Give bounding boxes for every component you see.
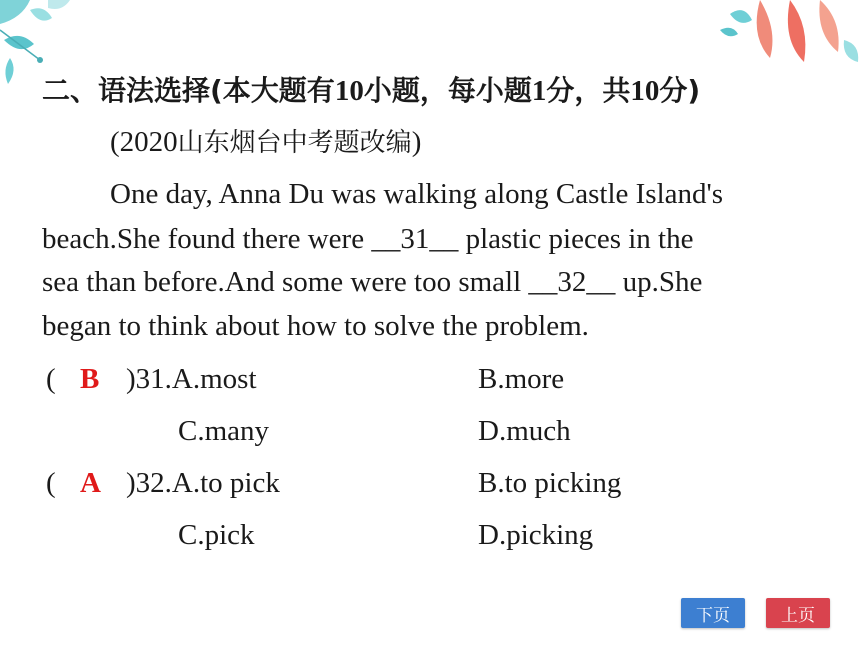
q31-option-b: B.more (478, 363, 565, 395)
source-text: 山东烟台中考题改编 (177, 128, 412, 158)
source-note (110, 128, 421, 157)
q32-answer: A (80, 467, 101, 499)
source-close: ) (411, 126, 422, 158)
next-page-button[interactable]: 下页 (681, 598, 745, 628)
title-number-1: 10 (334, 75, 364, 107)
passage-line-4: began to think about how to solve the problem. (42, 310, 589, 342)
q31-option-a: )31.A.most (126, 363, 257, 395)
passage-line-2: beach.She found there were __31__ plastic pieces in the (42, 223, 694, 255)
title-text-4: 分) (659, 74, 701, 107)
q32-option-c: C.pick (178, 519, 255, 551)
q31-option-c: C.many (178, 415, 270, 447)
q32-paren: ( (46, 467, 56, 499)
title-text-3: 分，共 (546, 74, 631, 107)
q32-option-b: B.to picking (478, 467, 622, 499)
q32-option-d: D.picking (478, 519, 594, 551)
previous-page-button[interactable]: 上页 (766, 598, 830, 628)
title-number-3: 10 (630, 75, 660, 107)
q31-paren: ( (46, 363, 56, 395)
title-text-1: 二、语法选择(本大题有 (42, 74, 335, 107)
title-text-2: 小题，每小题 (363, 74, 532, 107)
q31-option-d: D.much (478, 415, 571, 447)
source-open: (2020 (110, 126, 178, 158)
title-number-2: 1 (531, 75, 547, 107)
q31-answer: B (80, 363, 100, 395)
floral-decoration-right-icon (720, 0, 860, 80)
passage-line-1: One day, Anna Du was walking along Castle Island's (110, 178, 724, 210)
section-title (42, 74, 701, 107)
q32-option-a: )32.A.to pick (126, 467, 280, 499)
passage-line-3: sea than before.And some were too small __32__ up.She (42, 266, 703, 298)
